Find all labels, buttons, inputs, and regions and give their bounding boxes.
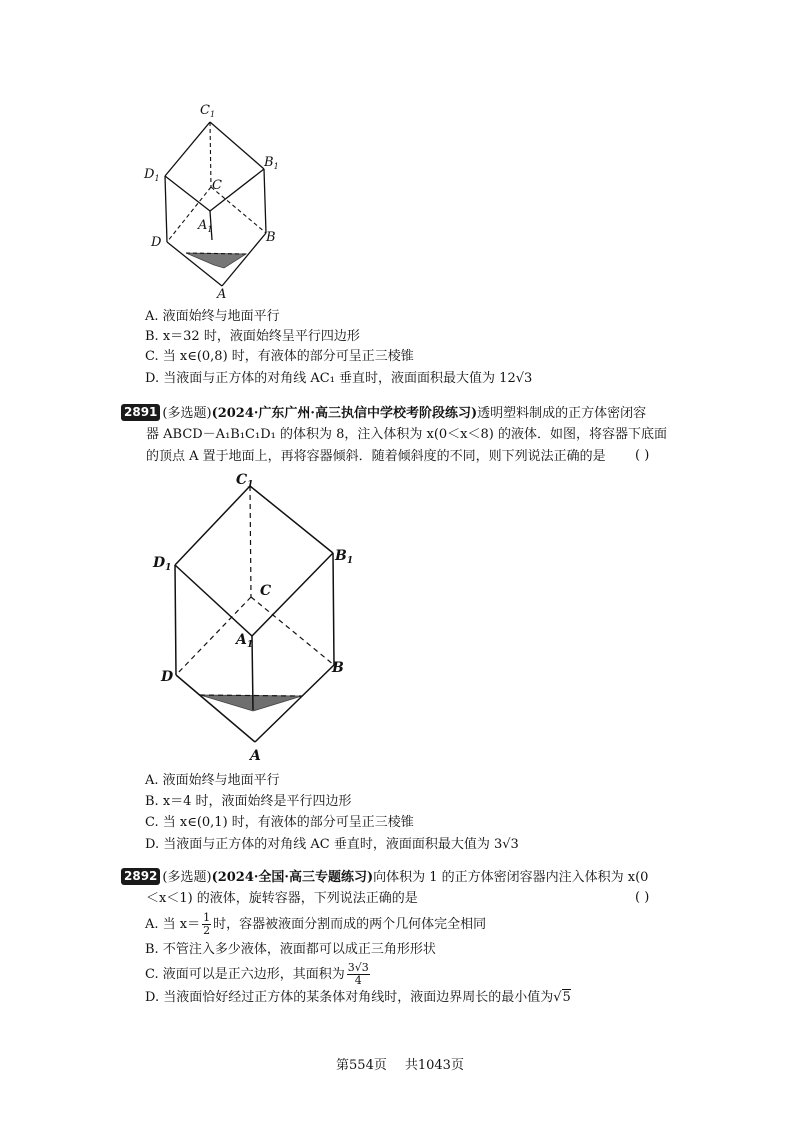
- label-d: D: [151, 235, 162, 250]
- option-c: C. 当 x∈(0,8) 时，有液体的部分可呈正三棱锥: [145, 349, 414, 364]
- question-text: 透明塑料制成的正方体密闭容: [477, 406, 647, 421]
- question-source: (2024·广东广州·高三执信中学校考阶段练习): [211, 406, 478, 421]
- option-a: [145, 912, 486, 937]
- question-type: (多选题): [162, 406, 212, 421]
- question-type: (多选题): [162, 870, 212, 885]
- answer-blank: ( ): [635, 890, 650, 905]
- liquid-surface-1: [186, 253, 246, 268]
- fraction-area: $\frac{3√3}{4}$: [347, 961, 369, 987]
- label-a: A: [217, 287, 227, 302]
- option-d-prefix: D. 当液面恰好经过正方体的某条体对角线时，液面边界周长的最小值为: [145, 990, 554, 1005]
- option-d: D. 当液面与正方体的对角线 AC 垂直时，液面面积最大值为 3√3: [145, 837, 519, 852]
- total-pages: 共1043页: [404, 1058, 464, 1073]
- question-2892-line1: [121, 869, 648, 887]
- cube-figure-1: [140, 96, 300, 306]
- question-number-badge: 2891: [121, 404, 160, 421]
- label-d: D: [161, 669, 174, 685]
- option-c: [145, 962, 372, 987]
- question-2891-line3: 的顶点 A 置于地面上，再将容器倾斜．随着倾斜度的不同，则下列说法正确的是: [146, 449, 606, 464]
- label-a1: $A_1$: [198, 218, 213, 234]
- page-footer: [0, 1054, 800, 1073]
- sqrt-symbol: √: [553, 990, 562, 1005]
- option-c-prefix: C. 液面可以是正六边形，其面积为: [145, 967, 345, 982]
- option-b: B. x＝32 时，液面始终呈平行四边形: [145, 329, 360, 344]
- question-2892-line2: ＜x＜1) 的液体，旋转容器，下列说法正确的是: [146, 891, 418, 906]
- option-a: A. 液面始终与地面平行: [145, 309, 280, 324]
- cube-figure-2: [145, 465, 370, 765]
- question-source: (2024·全国·高三专题练习): [211, 870, 374, 885]
- label-b1: $B_1$: [264, 155, 279, 171]
- sqrt-radicand: 5: [562, 990, 571, 1005]
- answer-blank: ( ): [635, 448, 650, 463]
- label-b: B: [332, 660, 344, 676]
- fraction-one-half: $\frac{1}{2}$: [203, 911, 211, 937]
- label-c1: $C_1$: [236, 472, 254, 490]
- label-c: C: [212, 178, 222, 193]
- question-number-badge: 2892: [121, 868, 160, 885]
- label-c1: $C_1$: [200, 103, 216, 119]
- label-b: B: [266, 230, 276, 245]
- option-d: [145, 989, 571, 1007]
- option-c: C. 当 x∈(0,1) 时，有液体的部分可呈正三棱锥: [145, 815, 414, 830]
- option-a: A. 液面始终与地面平行: [145, 773, 280, 788]
- label-b1: $B_1$: [335, 548, 354, 566]
- option-a-suffix: 时，容器被液面分割而成的两个几何体完全相同: [213, 917, 487, 932]
- question-2891-line1: [121, 405, 646, 423]
- option-b: B. x＝4 时，液面始终是平行四边形: [145, 794, 352, 809]
- option-a-prefix: A. 当 x＝: [145, 917, 201, 932]
- page-number: 第554页: [336, 1058, 387, 1073]
- question-text: 向体积为 1 的正方体密闭容器内注入体积为 x(0: [373, 870, 649, 885]
- label-c: C: [260, 583, 272, 599]
- label-a: A: [250, 748, 261, 764]
- label-d1: $D_1$: [153, 555, 172, 573]
- option-d: D. 当液面与正方体的对角线 AC₁ 垂直时，液面面积最大值为 12√3: [145, 371, 533, 386]
- label-d1: $D_1$: [144, 167, 160, 183]
- question-2891-line2: 器 ABCD－A₁B₁C₁D₁ 的体积为 8，注入体积为 x(0＜x＜8) 的液体．如图，将容器下底面: [146, 427, 667, 442]
- label-a1: $A_1$: [236, 632, 254, 650]
- option-b: B. 不管注入多少液体，液面都可以成正三角形形状: [145, 942, 436, 957]
